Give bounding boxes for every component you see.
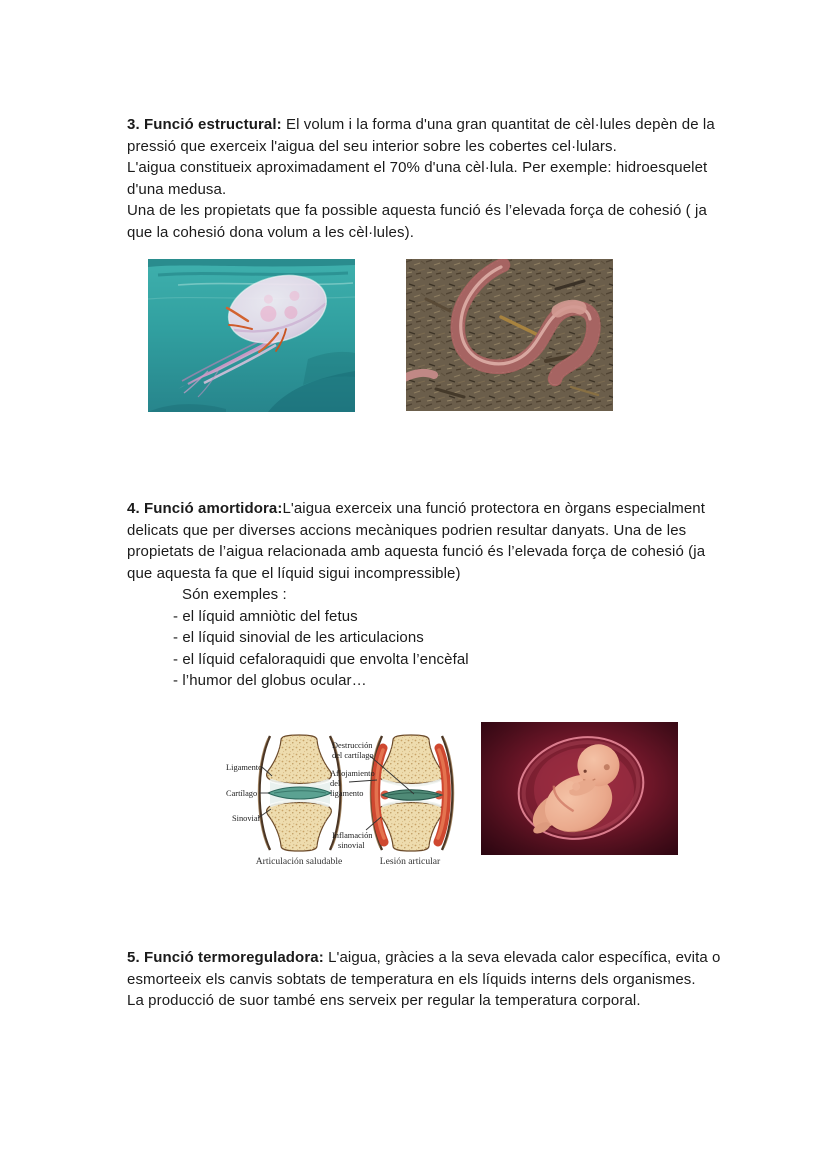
example-item: - el líquid sinovial de les articulacions: [173, 629, 424, 646]
label-ligamento: Ligamento: [226, 763, 263, 772]
label-inflamacion-1: Inflamación: [332, 831, 373, 840]
label-destruccion-1: Destrucción: [332, 741, 373, 750]
section-funcio-termoreguladora: [127, 947, 723, 1012]
jellyfish-photo: [148, 259, 355, 412]
heading-funcio-amortidora: 4. Funció amortidora:: [127, 500, 283, 517]
label-destruccion-2: del cartílago: [332, 751, 374, 760]
fetus-photo: [481, 722, 678, 855]
label-cartilago: Cartílago: [226, 789, 258, 798]
caption-healthy-joint: Articulación saludable: [255, 856, 343, 867]
paragraph: [127, 498, 723, 584]
label-aflojamiento-2: del: [330, 779, 341, 788]
label-aflojamiento-1: Aflojamiento: [330, 769, 375, 778]
joint-diagram: [218, 718, 473, 868]
paragraph: [127, 114, 723, 157]
caption-injured-joint: Lesión articular: [379, 856, 441, 867]
section3-para3: Una de les propietats que fa possible aquesta funció és l’elevada força de cohesió ( ja que la cohesió dona volum a les cèl·lules).: [127, 202, 707, 241]
section3-para2: L'aigua constitueix aproximadament el 70% d'una cèl·lula. Per exemple: hidroesquelet d'una medusa.: [127, 159, 708, 198]
example-item: - el líquid cefaloraquidi que envolta l’encèfal: [173, 650, 469, 668]
example-item: - l’humor del globus ocular…: [173, 672, 367, 689]
example-item: - el líquid amniòtic del fetus: [173, 607, 358, 625]
section-funcio-amortidora: [127, 498, 723, 692]
injured-joint: [370, 735, 454, 851]
section5-para2: La producció de suor també ens serveix per regular la temperatura corporal.: [127, 992, 641, 1009]
heading-funcio-estructural: 3. Funció estructural:: [127, 116, 282, 133]
section4-lead-text: L'aigua exerceix una funció protectora en òrgans especialment delicats que per diverses accions mecàniques podrien resultar danyats. Una de les propietats de l’aigua relacionada amb aquesta funció és l’elevada força de cohesió (ja que aquesta fa que el líquid sigui incompressible): [127, 500, 706, 582]
section5-lead-text: L'aigua, gràcies a la seva elevada calor específica, evita o esmorteeix els canvis sobtats de temperatura en els líquids interns dels organismes.: [127, 949, 721, 988]
label-sinovial: Sinovial: [232, 814, 260, 823]
heading-funcio-termoreguladora: 5. Funció termoreguladora:: [127, 949, 324, 966]
label-aflojamiento-3: ligamento: [330, 789, 364, 798]
section3-lead-text: El volum i la forma d'una gran quantitat de cèl·lules depèn de la pressió que exerceix l'aigua del seu interior sobre les cobertes cel·lulars.: [127, 116, 715, 155]
section-funcio-estructural: [127, 114, 723, 243]
paragraph: [127, 947, 723, 990]
examples-label: Són exemples :: [182, 586, 287, 603]
earthworm-photo: [406, 259, 613, 411]
label-inflamacion-2: sinovial: [338, 841, 365, 850]
